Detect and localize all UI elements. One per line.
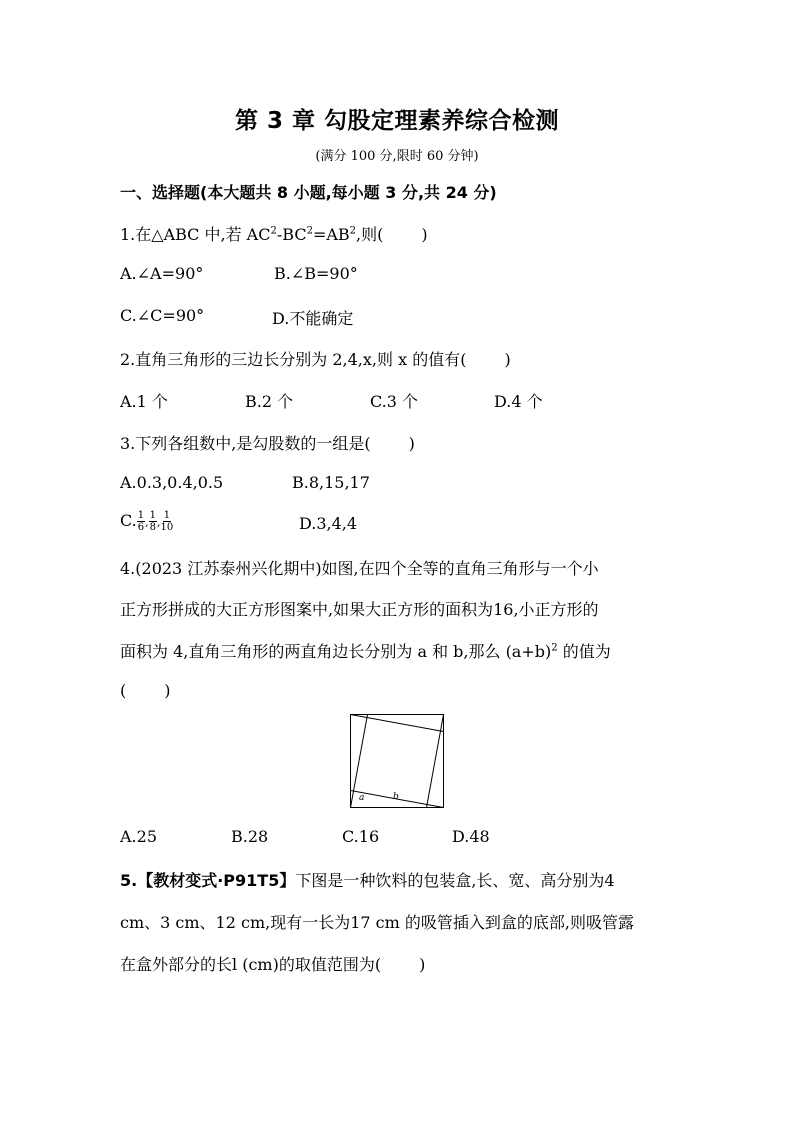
question-5-line-2: cm、3 cm、12 cm,现有一长为17 cm 的吸管插入到盒的底部,则吸管露 (120, 913, 634, 932)
question-4-option-b: B.28 (231, 827, 269, 846)
pythagorean-square-figure (350, 714, 444, 808)
question-4-answer-paren: ( ) (120, 681, 171, 700)
question-1-option-b: B.∠B=90° (274, 264, 358, 283)
question-3-stem: 3.下列各组数中,是勾股数的一组是( ) (120, 434, 415, 453)
question-5-line-1: 5.【教材变式·P91T5】下图是一种饮料的包装盒,长、宽、高分别为4 (120, 871, 615, 890)
question-3-option-b: B.8,15,17 (292, 473, 370, 492)
question-4-line-1: 4.(2023 江苏泰州兴化期中)如图,在四个全等的直角三角形与一个小 (120, 559, 599, 578)
fraction-1-10: $\frac{1}{10}$ (160, 510, 174, 533)
question-2-option-b: B.2 个 (245, 392, 294, 411)
question-1-stem: 1.在△ABC 中,若 $AC^2-BC^2=AB^2$,则( ) (120, 225, 428, 244)
question-4-line-3: 面积为 4,直角三角形的两直角边长分别为 a 和 b,那么 $(a+b)^2$ 的值为 (120, 642, 611, 661)
question-1-option-c: C.∠C=90° (120, 306, 205, 325)
question-3-option-d: D.3,4,4 (299, 514, 358, 533)
question-2-stem: 2.直角三角形的三边长分别为 2,4,x,则 x 的值有( ) (120, 350, 511, 369)
question-2-option-a: A.1 个 (120, 392, 168, 411)
question-1-option-d: D.不能确定 (272, 309, 354, 328)
label-b: b (393, 792, 399, 802)
question-5-line-3: 在盒外部分的长l (cm)的取值范围为( ) (120, 955, 426, 974)
fraction-1-6: $\frac{1}{6}$ (137, 510, 145, 533)
section-heading: 一、选择题(本大题共 8 小题,每小题 3 分,共 24 分) (120, 183, 497, 202)
question-4-option-a: A.25 (120, 827, 157, 846)
question-3-option-c: C. $\frac{1}{6}$ , $\frac{1}{8}$ , $\frac{1}{10}$ (120, 510, 174, 533)
question-2-option-d: D.4 个 (494, 392, 543, 411)
question-4-option-c: C.16 (342, 827, 380, 846)
page-title: 第 3 章 勾股定理素养综合检测 (234, 108, 560, 134)
question-3-option-a: A.0.3,0.4,0.5 (120, 473, 224, 492)
question-1-option-a: A.∠A=90° (120, 264, 204, 283)
page-subtitle: (满分 100 分,限时 60 分钟) (315, 149, 479, 164)
label-a: a (359, 793, 365, 803)
fraction-1-8: $\frac{1}{8}$ (149, 510, 157, 533)
question-4-option-d: D.48 (452, 827, 490, 846)
question-4-line-2: 正方形拼成的大正方形图案中,如果大正方形的面积为16,小正方形的 (120, 600, 599, 619)
question-2-option-c: C.3 个 (370, 392, 419, 411)
